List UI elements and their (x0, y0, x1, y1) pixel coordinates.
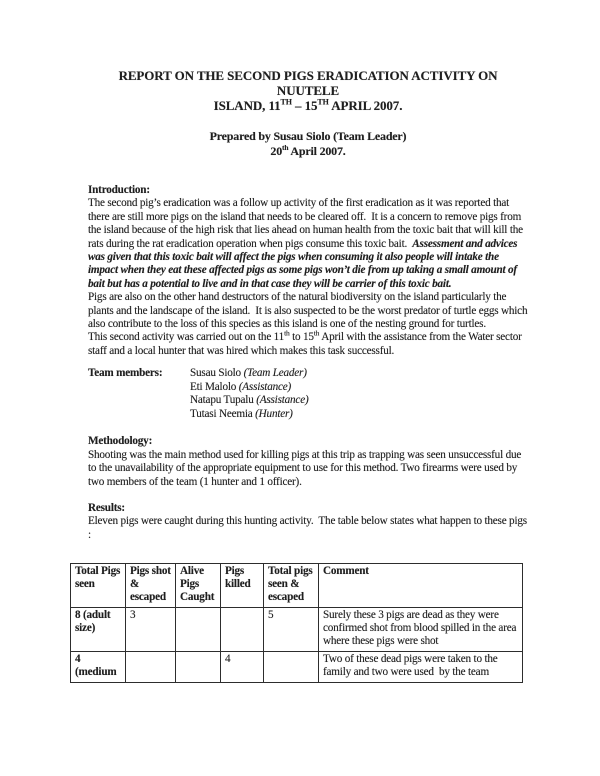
col-header-comment: Comment (319, 564, 523, 608)
cell-total-pigs-seen-escaped (264, 652, 319, 683)
col-header-total-pigs-seen: Total Pigs seen (71, 564, 126, 608)
cell-pigs-killed (221, 608, 264, 652)
title-line2-text-b: – 15 (291, 98, 318, 113)
title-line2-text-c: APRIL 2007. (328, 98, 403, 113)
intro-p1-emphasis-text: Assessment and advices was given that this toxic bait will affect the pigs when consuming it also people will intake the impact when they eat these affected pigs as some pigs won’t die from up taking a small amount of bait but has a potential to live and in that case they will be carrier of this toxic bait. (88, 237, 520, 290)
team-member-role: (Assistance) (238, 380, 292, 393)
report-title-line1: REPORT ON THE SECOND PIGS ERADICATION ACTIVITY ON NUUTELE (118, 68, 498, 98)
col-header-pigs-shot-escaped: Pigs shot & escaped (126, 564, 176, 608)
title-ordinal-suffix-2: TH (317, 97, 329, 107)
team-member-name: Tutasi Neemia (190, 407, 256, 420)
team-member-role: (Assistance) (256, 394, 309, 407)
report-title-line2 (88, 98, 528, 113)
intro-p1-normal-text: The second pig’s eradication was a follow up activity of the first eradication as it was reported that there are still more pigs on the island that needs to be cleared off. It is a concern to remove pigs from the island because of the high risk that lies ahead on human health from the toxic bait that will kill the rats during the rat eradication operation when pigs consume this toxic bait. (88, 197, 526, 250)
team-members-label: Team members: (88, 367, 163, 380)
team-member-name: Natapu Tupalu (190, 394, 257, 407)
report-content (75, 68, 530, 683)
section-team-members (88, 367, 528, 421)
team-member-item (190, 367, 308, 381)
cell-total-pigs-seen: 4 (medium (71, 652, 126, 683)
prepared-by-block (88, 129, 528, 158)
intro-p3-text-b: to 15 (289, 331, 314, 344)
col-header-pigs-killed: Pigs killed (221, 564, 264, 608)
cell-pigs-shot-escaped: 3 (126, 608, 176, 652)
results-paragraph: Eleven pigs were caught during this hunting activity. The table below states what happen to these pigs : (88, 515, 530, 541)
team-members-list (190, 367, 308, 421)
introduction-paragraph-3 (88, 328, 528, 358)
prepared-by-line: Prepared by Susau Siolo (Team Leader) (209, 129, 407, 143)
results-heading: Results: (88, 501, 125, 514)
results-table (70, 563, 523, 683)
col-header-alive-pigs-caught: Alive Pigs Caught (176, 564, 221, 608)
section-introduction (88, 184, 528, 358)
section-methodology (88, 435, 528, 489)
intro-p3-ordinal-suffix-2: th (313, 328, 320, 338)
date-rest: April 2007. (288, 143, 346, 158)
date-ordinal-suffix: th (282, 142, 289, 152)
report-title (88, 68, 528, 113)
report-date-line (88, 144, 528, 159)
col-header-total-pigs-seen-escaped: Total pigs seen & escaped (264, 564, 319, 608)
introduction-paragraph-2: Pigs are also on the other hand destructors of the natural biodiversity on the island particularly the plants and the landscape of the island. It is also suspected to be the worst predator of turtle eggs which also contribute to the loss of this species as this island is one of the nesting ground for turtles. (88, 291, 530, 331)
team-member-name: Eti Malolo (190, 380, 239, 393)
intro-p3-ordinal-suffix-1: th (284, 328, 290, 338)
introduction-heading: Introduction: (88, 184, 150, 196)
table-header-row (71, 564, 523, 608)
cell-comment: Surely these 3 pigs are dead as they were confirmed shot from blood spilled in the area where these pigs were shot (319, 608, 523, 652)
team-member-item (190, 408, 308, 422)
team-member-role: (Team Leader) (243, 367, 307, 380)
team-member-role: (Hunter) (255, 407, 293, 420)
team-member-item (190, 394, 308, 408)
title-line2-text-a: ISLAND, 11 (213, 98, 281, 113)
cell-comment: Two of these dead pigs were taken to the family and two were used by the team (319, 652, 523, 683)
cell-total-pigs-seen-escaped: 5 (264, 608, 319, 652)
cell-total-pigs-seen: 8 (adult size) (71, 608, 126, 652)
methodology-paragraph: Shooting was the main method used for killing pigs at this trip as trapping was seen unsuccessful due to the unavailability of the appropriate equipment to use for this method. Two firearms were used by two members of the team (1 hunter and 1 officer). (88, 448, 524, 488)
cell-alive-pigs-caught (176, 652, 221, 683)
team-member-name: Susau Siolo (190, 367, 244, 380)
intro-p3-text-a: This second activity was carried out on the 11 (88, 331, 285, 344)
cell-pigs-shot-escaped (126, 652, 176, 683)
intro-p3-text-c: April with the assistance from the Water sector staff and a local hunter that was hired which makes this task successful. (88, 331, 525, 357)
table-row (71, 652, 523, 683)
cell-pigs-killed: 4 (221, 652, 264, 683)
team-member-item (190, 381, 308, 395)
cell-alive-pigs-caught (176, 608, 221, 652)
title-ordinal-suffix-1: TH (280, 97, 292, 107)
introduction-paragraph-1 (88, 197, 528, 291)
section-results (88, 502, 528, 542)
table-row (71, 608, 523, 652)
date-day: 20 (270, 143, 283, 158)
methodology-heading: Methodology: (88, 435, 153, 448)
